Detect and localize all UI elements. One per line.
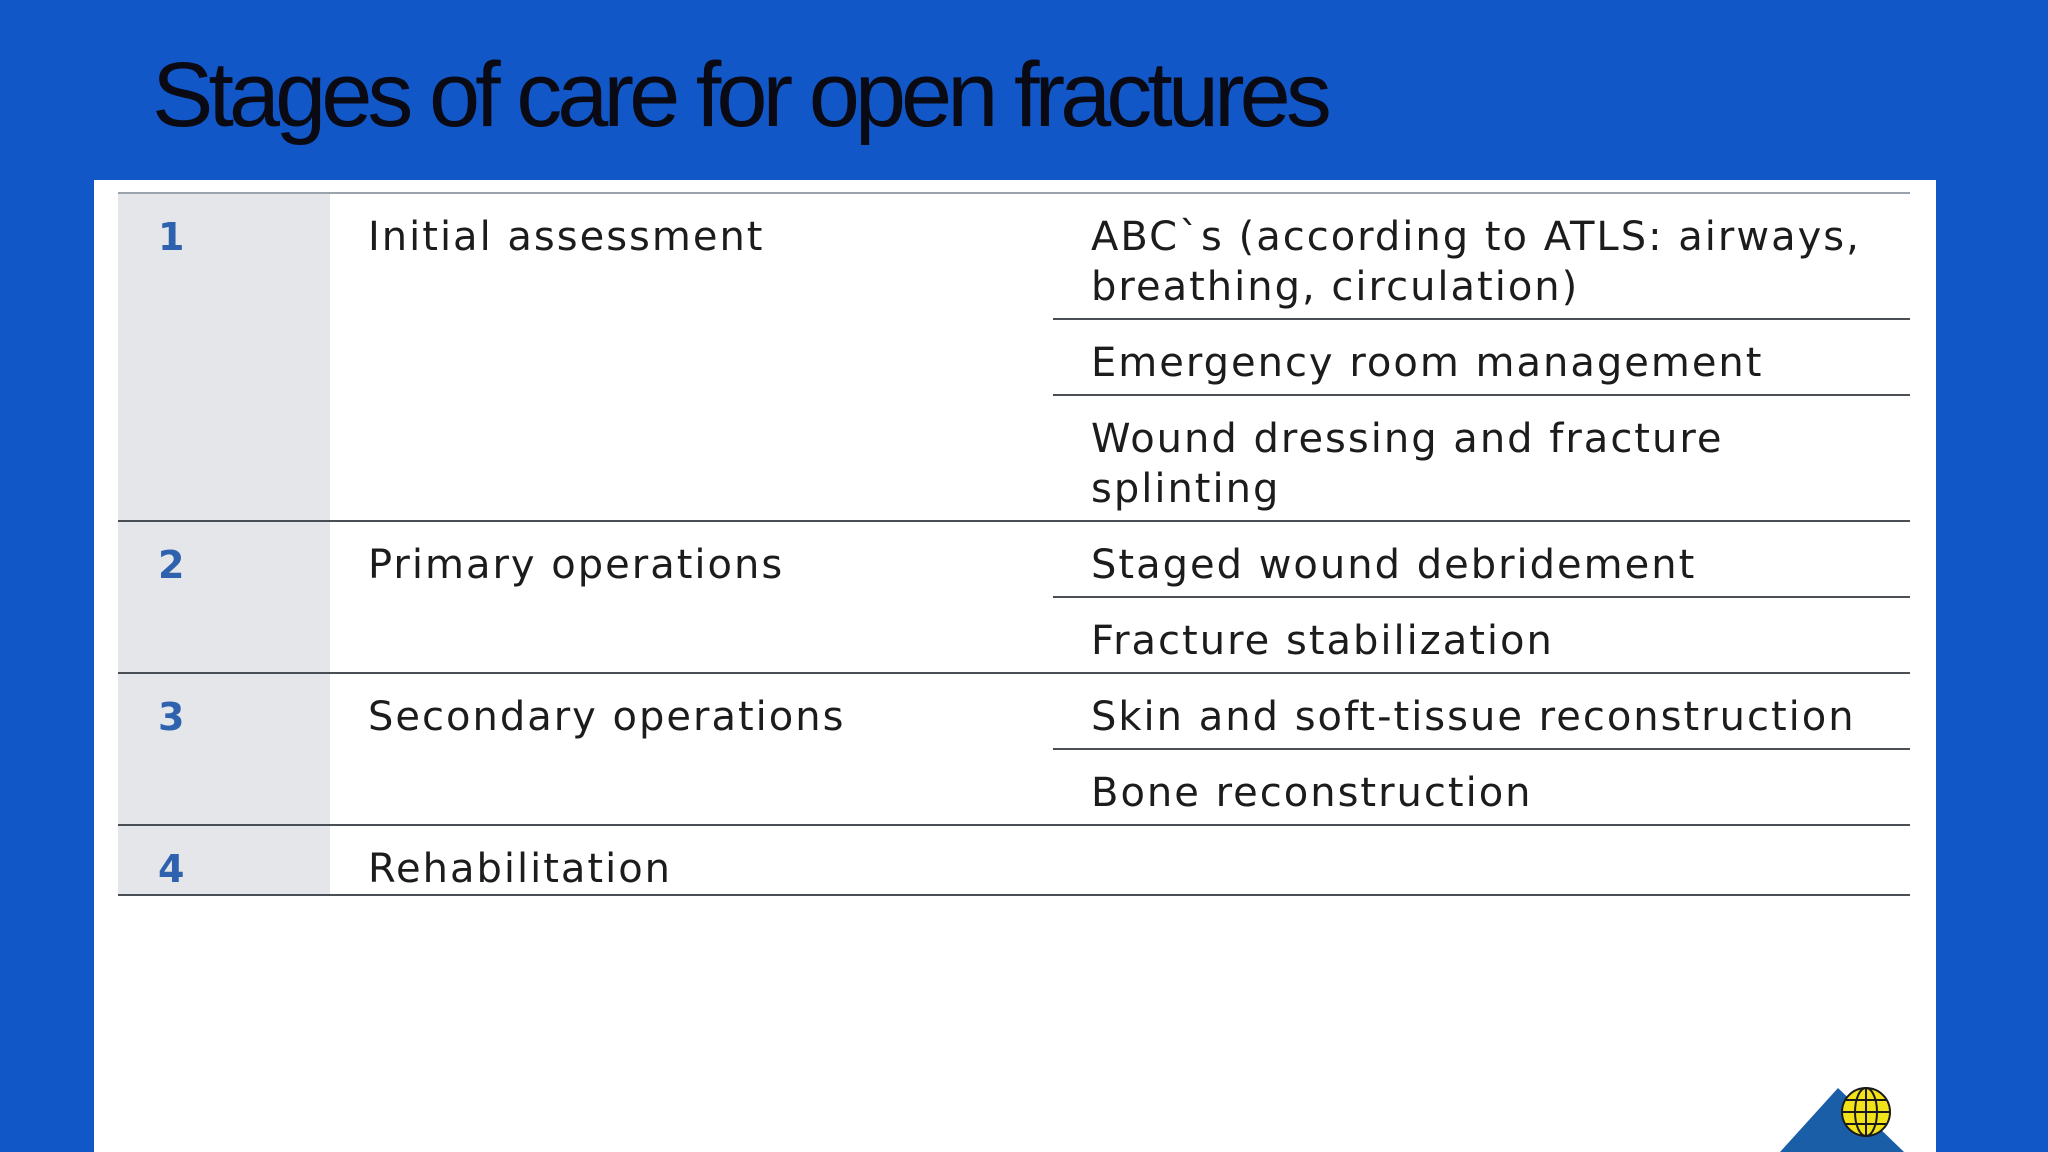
- stage-details: [1053, 522, 1910, 672]
- stage-details: [1053, 826, 1910, 894]
- stage-number: 3: [118, 674, 330, 824]
- detail-item: Staged wound debridement: [1053, 522, 1910, 598]
- detail-item: ABC`s (according to ATLS: airways, breathing, circulation): [1053, 194, 1910, 320]
- ao-foundation-logo-icon: [1780, 1080, 1904, 1152]
- stage-name: Secondary operations: [368, 694, 846, 740]
- table-row: [118, 674, 1910, 826]
- detail-item: Fracture stabilization: [1091, 618, 1554, 664]
- detail-item: Emergency room management: [1053, 320, 1910, 396]
- stages-table: [118, 192, 1910, 896]
- stage-number: 1: [118, 194, 330, 520]
- stage-name: Primary operations: [368, 542, 785, 588]
- slide-title: Stages of care for open fractures: [152, 44, 1327, 146]
- stage-number: 4: [118, 826, 330, 894]
- stage-details: [1053, 194, 1910, 520]
- detail-item: Wound dressing and fracture splinting: [1091, 416, 1724, 512]
- stage-name: Rehabilitation: [368, 846, 673, 892]
- table-row: [118, 522, 1910, 674]
- detail-item: Skin and soft-tissue reconstruction: [1053, 674, 1910, 750]
- table-row: [118, 826, 1910, 896]
- content-panel: [94, 180, 1936, 1152]
- stage-name: Initial assessment: [368, 214, 765, 260]
- detail-item: Bone reconstruction: [1091, 770, 1533, 816]
- stage-details: [1053, 674, 1910, 824]
- table-row: [118, 194, 1910, 522]
- stage-number: 2: [118, 522, 330, 672]
